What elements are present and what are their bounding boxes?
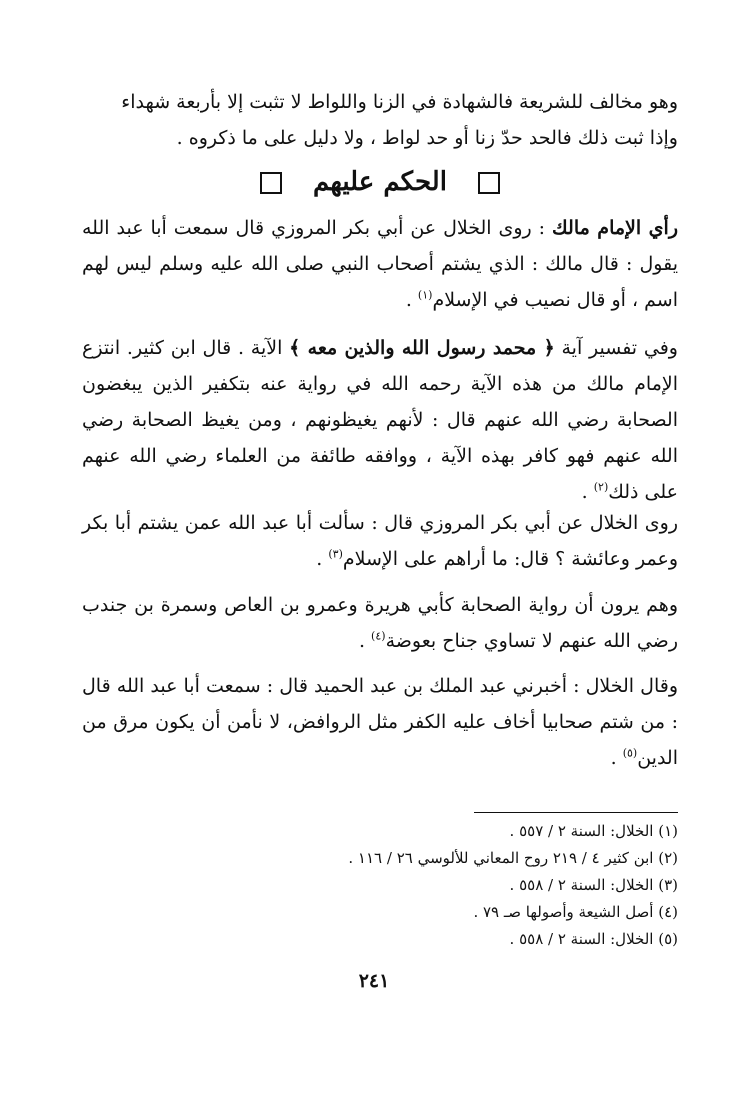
footnote-1: (١) الخلال: السنة ٢ / ٥٥٧ . — [509, 822, 678, 840]
paragraph-text: الآية . قال ابن كثير. انتزع الإمام مالك من هذه الآية رحمه الله في رواية عنه بتكفير الذين يبغضون الصحابة رضي الله عنهم قال : لأنهم يغيظونهم ، ومن يغيظ الصحابة رضي الله عنهم فهو كافر بهذه الآية ، ووافقه طائفة من العلماء رضي الله عنهم على ذلك — [82, 337, 678, 503]
section-title: الحكم عليهم — [313, 167, 447, 197]
intro-line-2: وإذا ثبت ذلك فالحد حدّ زنا أو حد لواط ، ولا دليل على ما ذكروه . — [176, 127, 678, 149]
paragraph-khallal-marwazi: روى الخلال عن أبي بكر المروزي قال : سألت أبا عبد الله عمن يشتم أبا بكر وعمر وعائشة ؟ قال: ما أراهم على الإسلام$^{(٣)}$ . — [82, 512, 678, 570]
footnote-divider — [474, 812, 678, 813]
paragraph-tafsir: وفي تفسير آية ﴿ محمد رسول الله والذين معه ﴾ الآية . قال ابن كثير. انتزع الإمام مالك من هذه الآية رحمه الله في رواية عنه بتكفير الذين يبغضون الصحابة رضي الله عنهم قال : لأنهم يغيظونهم ، ومن يغيظ الصحابة رضي الله عنهم فهو كافر بهذه الآية ، ووافقه طائفة من العلماء رضي الله عنهم على ذلك$^{(٢)}$ . — [82, 337, 678, 503]
square-bullet-icon — [478, 172, 500, 194]
paragraph-text-before: وفي تفسير آية — [561, 337, 678, 359]
intro-line-1: وهو مخالف للشريعة فالشهادة في الزنا واللواط لا تثبت إلا بأربعة شهداء — [121, 91, 678, 113]
paragraph-text: وهم يرون أن رواية الصحابة كأبي هريرة وعمرو بن العاص وسمرة بن جندب رضي الله عنهم لا تساوي جناح بعوضة — [82, 594, 678, 652]
footnote-4: (٤) أصل الشيعة وأصولها صـ ٧٩ . — [473, 903, 678, 921]
page-number: ٢٤١ — [358, 970, 390, 992]
quran-verse: ﴿ محمد رسول الله والذين معه ﴾ — [289, 337, 555, 359]
footnote-5: (٥) الخلال: السنة ٢ / ٥٥٨ . — [509, 930, 678, 948]
footnote-ref: (١) — [417, 288, 433, 302]
footnote-ref: (٣) — [328, 547, 343, 561]
section-heading — [82, 162, 678, 202]
footnote-ref: (٤) — [371, 629, 386, 643]
paragraph-text: روى الخلال عن أبي بكر المروزي قال : سألت أبا عبد الله عمن يشتم أبا بكر وعمر وعائشة ؟ قال: ما أراهم على الإسلام — [82, 512, 678, 570]
footnote-ref: (٥) — [622, 746, 638, 760]
footnote-ref: (٢) — [593, 480, 609, 494]
footnote-2: (٢) ابن كثير ٤ / ٢١٩ روح المعاني للألوسي ٢٦ / ١١٦ . — [348, 849, 678, 867]
paragraph-lead: رأي الإمام مالك — [552, 217, 678, 239]
square-bullet-icon — [260, 172, 282, 194]
paragraph-sahaba-narration: وهم يرون أن رواية الصحابة كأبي هريرة وعمرو بن العاص وسمرة بن جندب رضي الله عنهم لا تساوي جناح بعوضة$^{(٤)}$ . — [82, 594, 678, 652]
paragraph-text: وقال الخلال : أخبرني عبد الملك بن عبد الحميد قال : سمعت أبا عبد الله قال : من شتم صحابيا أخاف عليه الكفر مثل الروافض، لا نأمن أن يكون مرق من الدين — [82, 675, 678, 769]
footnotes — [82, 818, 678, 953]
intro-paragraph — [82, 84, 678, 156]
paragraph-khallal-abdulmalik: وقال الخلال : أخبرني عبد الملك بن عبد الحميد قال : سمعت أبا عبد الله قال : من شتم صحابيا أخاف عليه الكفر مثل الروافض، لا نأمن أن يكون مرق من الدين$^{(٥)}$ . — [82, 675, 678, 769]
footnote-3: (٣) الخلال: السنة ٢ / ٥٥٨ . — [509, 876, 678, 894]
paragraph-text: : روى الخلال عن أبي بكر المروزي قال سمعت أبا عبد الله يقول : قال مالك : الذي يشتم أصحاب النبي صلى الله عليه وسلم ليس لهم اسم ، أو قال نصيب في الإسلام — [82, 217, 678, 311]
paragraph-imam-malik: رأي الإمام مالك : روى الخلال عن أبي بكر المروزي قال سمعت أبا عبد الله يقول : قال مالك : الذي يشتم أصحاب النبي صلى الله عليه وسلم ليس لهم اسم ، أو قال نصيب في الإسلام$^{(١)}$ . — [82, 217, 678, 311]
